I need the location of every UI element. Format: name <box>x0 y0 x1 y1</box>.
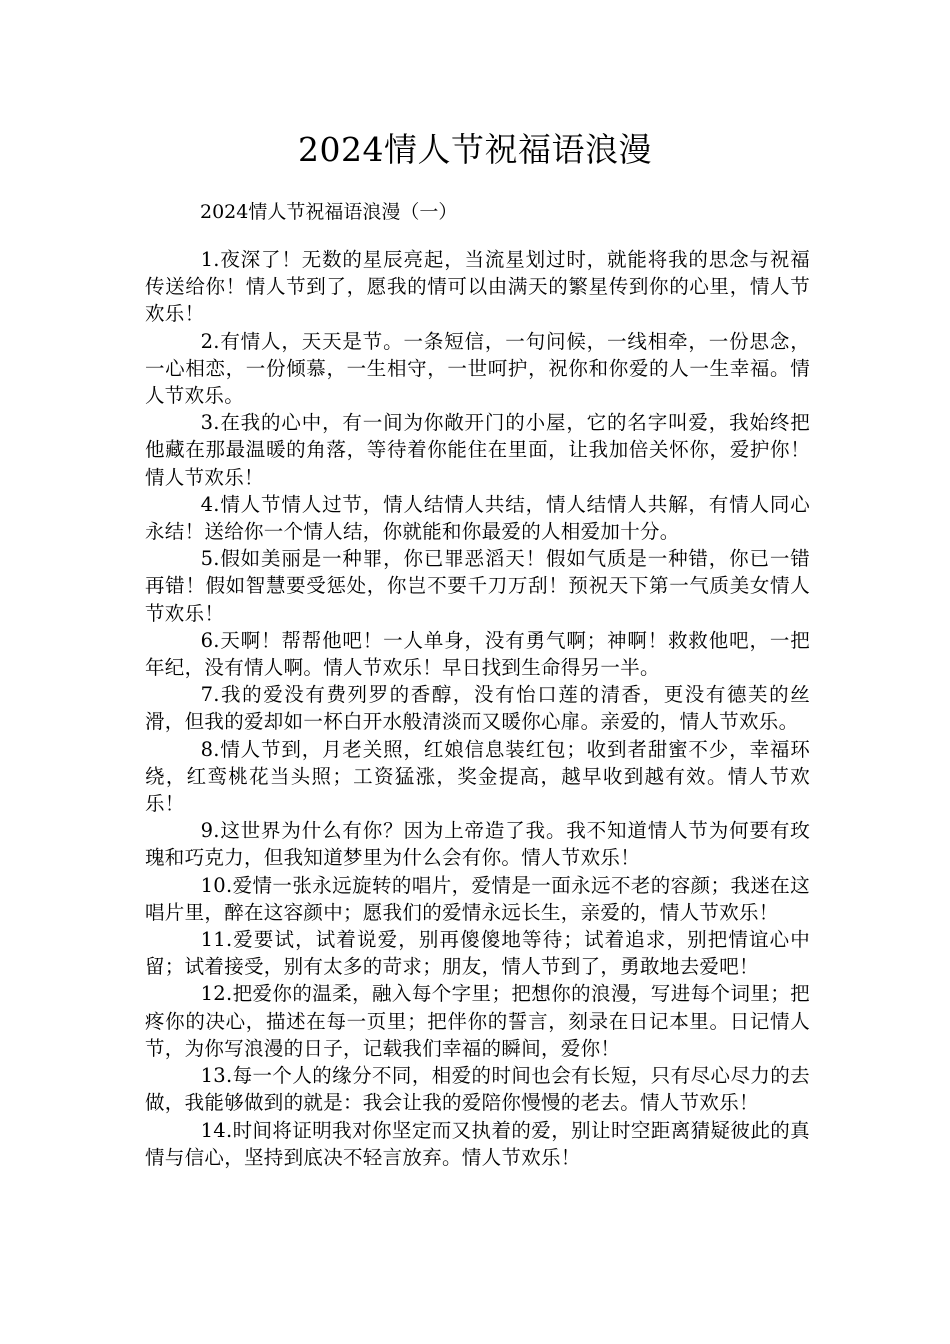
paragraph-2: 2.有情人，天天是节。一条短信，一句问候，一线相牵，一份思念，一心相恋，一份倾慕，一生相守，一世呵护，祝你和你爱的人一生幸福。情人节欢乐。 <box>145 329 810 408</box>
paragraph-14: 14.时间将证明我对你坚定而又执着的爱，别让时空距离猜疑彼此的真情与信心，坚持到底决不轻言放弃。情人节欢乐！ <box>145 1118 810 1169</box>
document-title: 2024情人节祝福语浪漫 <box>298 130 652 169</box>
paragraph-4: 4.情人节情人过节，情人结情人共结，情人结情人共解，有情人同心永结！送给你一个情人结，你就能和你最爱的人相爱加十分。 <box>145 492 810 544</box>
paragraph-6: 6.天啊！帮帮他吧！一人单身，没有勇气啊；神啊！救救他吧，一把年纪，没有情人啊。情人节欢乐！早日找到生命得另一半。 <box>145 628 810 680</box>
paragraph-10: 10.爱情一张永远旋转的唱片，爱情是一面永远不老的容颜；我迷在这唱片里，醉在这容颜中；愿我们的爱情永远长生，亲爱的，情人节欢乐！ <box>145 873 810 924</box>
paragraph-13: 13.每一个人的缘分不同，相爱的时间也会有长短，只有尽心尽力的去做，我能够做到的就是：我会让我的爱陪你慢慢的老去。情人节欢乐！ <box>145 1064 810 1115</box>
paragraph-9: 9.这世界为什么有你？因为上帝造了我。我不知道情人节为何要有玫瑰和巧克力，但我知道梦里为什么会有你。情人节欢乐！ <box>145 819 810 870</box>
paragraph-3: 3.在我的心中，有一间为你敞开门的小屋，它的名字叫爱，我始终把他藏在那最温暖的角落，等待着你能住在里面，让我加倍关怀你，爱护你！情人节欢乐！ <box>145 411 810 489</box>
section-heading: 2024情人节祝福语浪漫（一） <box>200 201 458 223</box>
paragraph-1: 1.夜深了！无数的星辰亮起，当流星划过时，就能将我的思念与祝福传送给你！情人节到了，愿我的情可以由满天的繁星传到你的心里，情人节欢乐！ <box>145 248 810 326</box>
paragraph-12: 12.把爱你的温柔，融入每个字里；把想你的浪漫，写进每个词里；把疼你的决心，描述在每一页里；把伴你的誓言，刻录在日记本里。日记情人节，为你写浪漫的日子，记载我们幸福的瞬间，爱你！ <box>145 982 810 1060</box>
document-body <box>145 246 810 1171</box>
paragraph-8: 8.情人节到，月老关照，红娘信息装红包；收到者甜蜜不少，幸福环绕，红鸾桃花当头照；工资猛涨，奖金提高，越早收到越有效。情人节欢乐！ <box>145 737 810 816</box>
paragraph-7: 7.我的爱没有费列罗的香醇，没有怡口莲的清香，更没有德芙的丝滑，但我的爱却如一杯白开水般清淡而又暖你心扉。亲爱的，情人节欢乐。 <box>145 683 810 734</box>
paragraph-11: 11.爱要试，试着说爱，别再傻傻地等待；试着追求，别把情谊心中留；试着接受，别有太多的苛求；朋友，情人节到了，勇敢地去爱吧！ <box>145 928 810 979</box>
paragraph-5: 5.假如美丽是一种罪，你已罪恶滔天！假如气质是一种错，你已一错再错！假如智慧要受惩处，你岂不要千刀万刮！预祝天下第一气质美女情人节欢乐！ <box>145 547 810 625</box>
